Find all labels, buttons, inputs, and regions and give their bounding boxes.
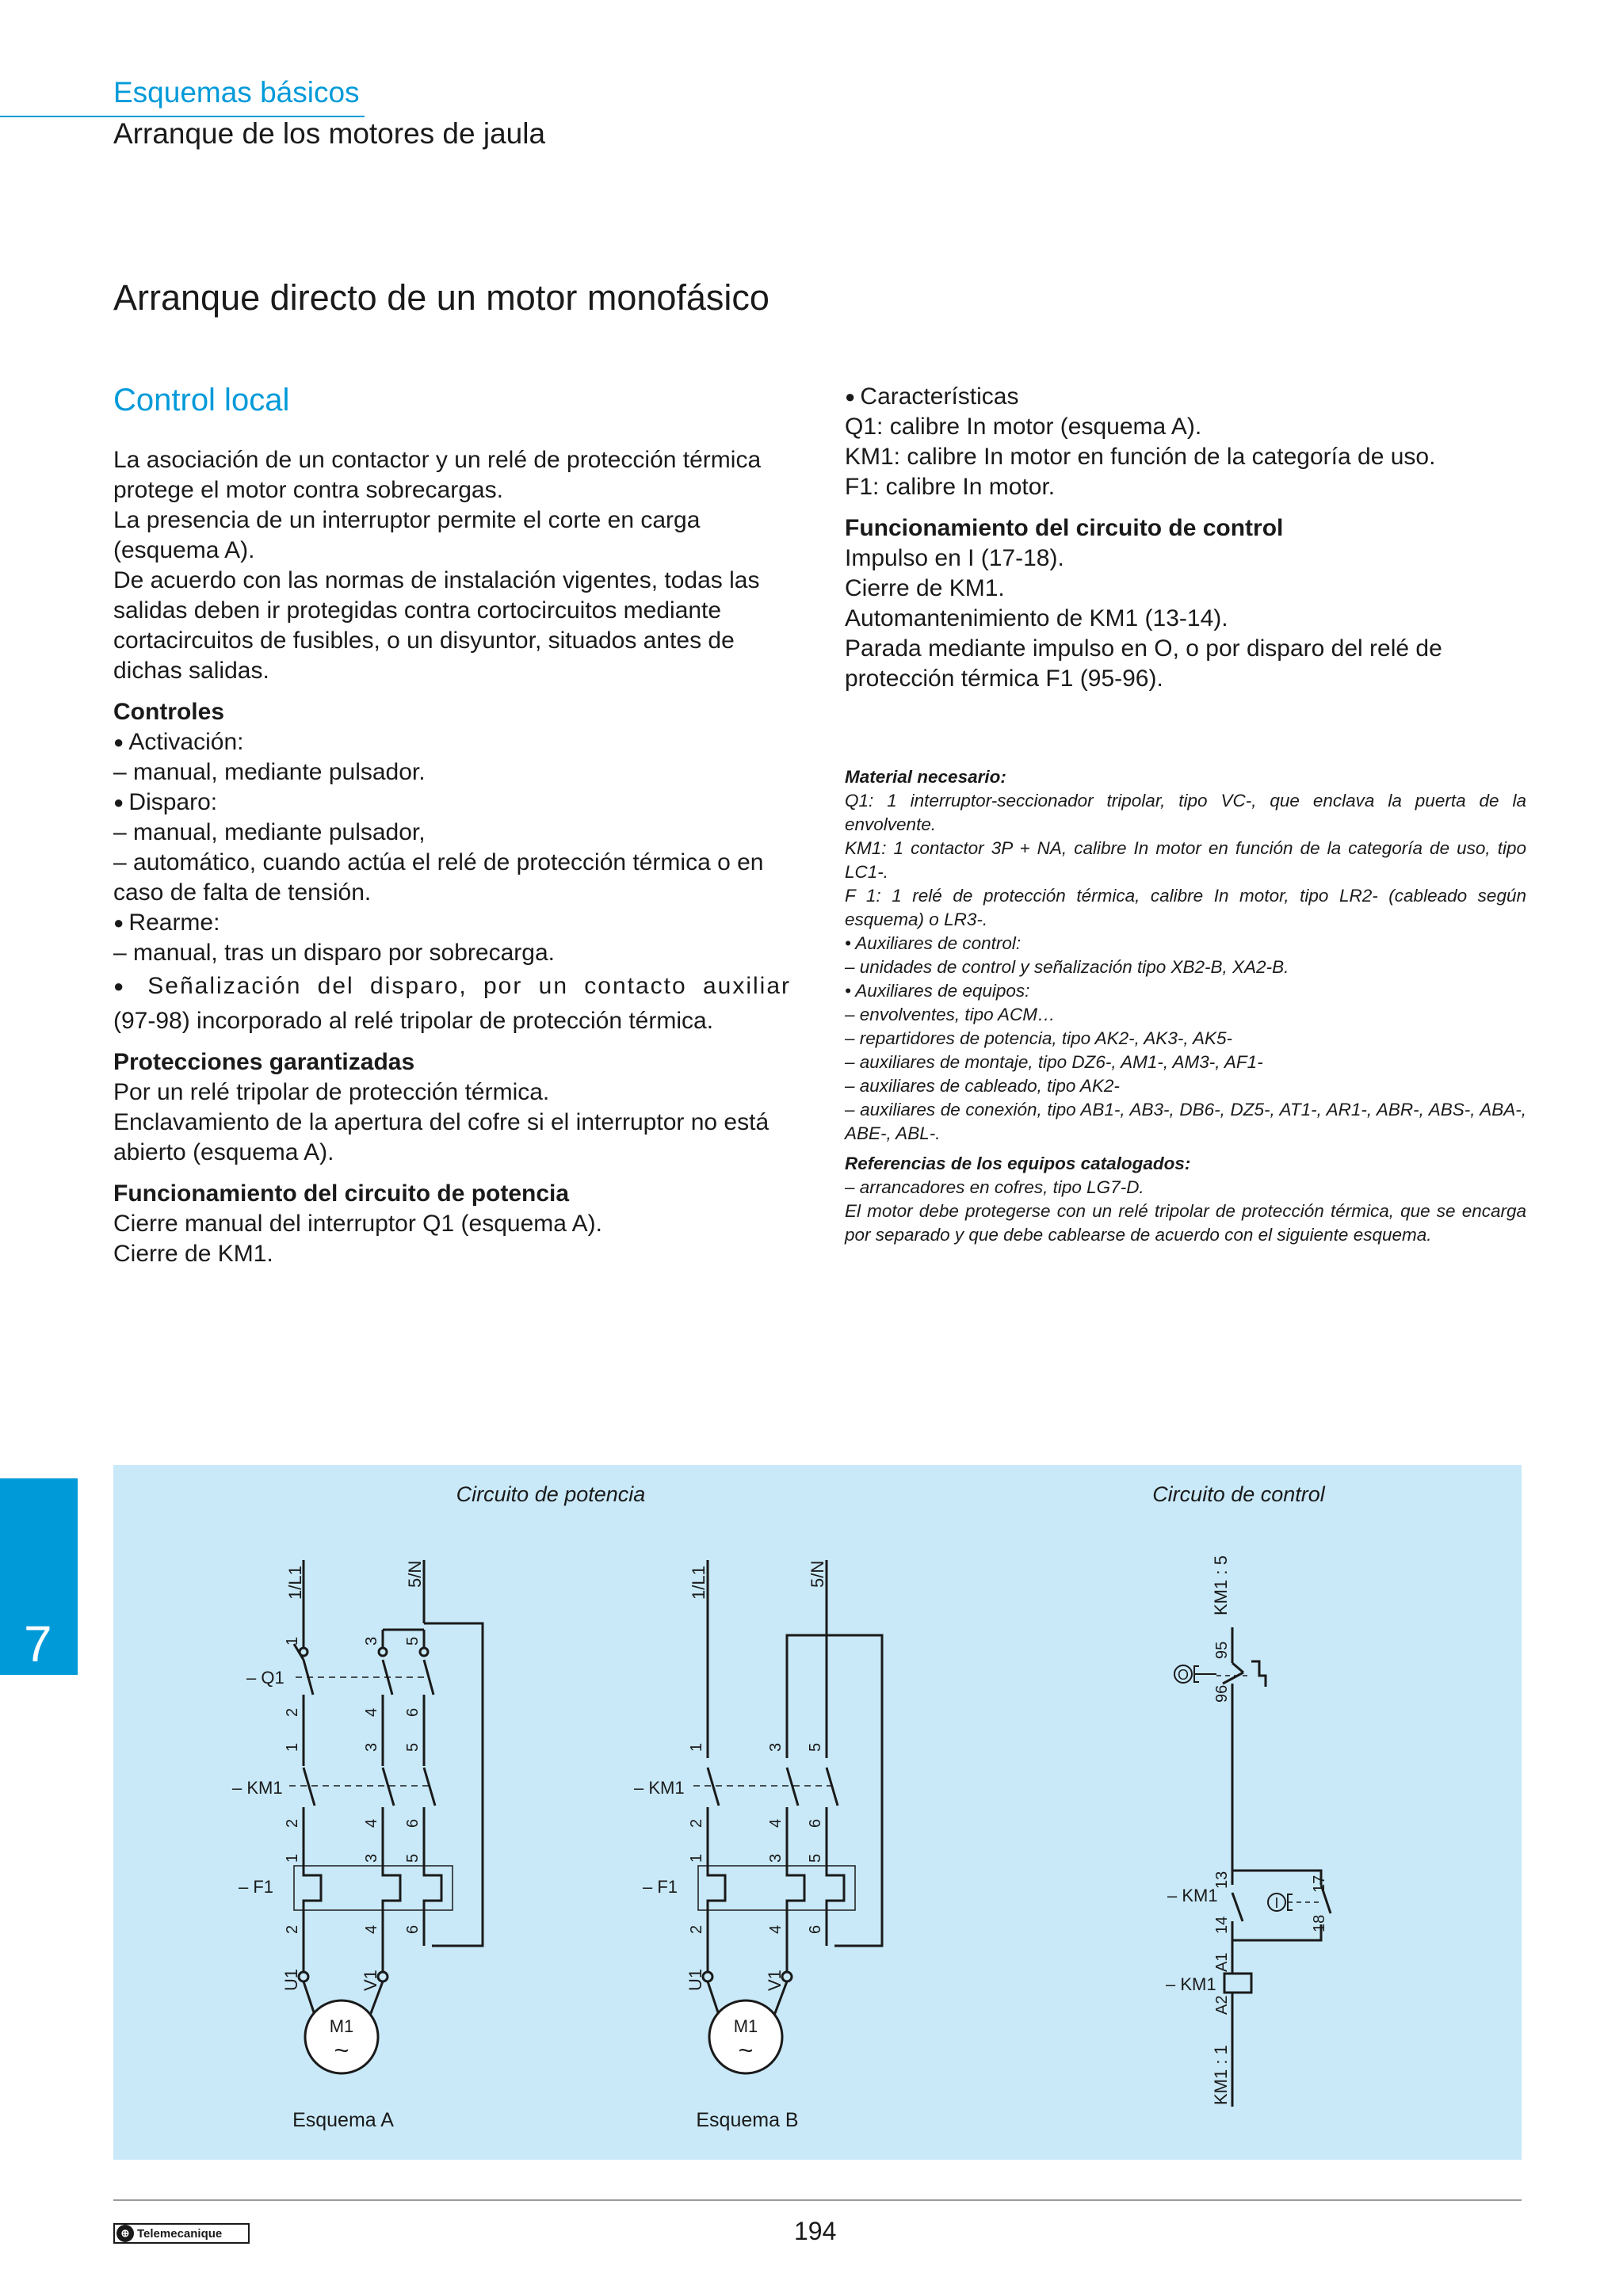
label-l1: 1/L1 (285, 1566, 305, 1600)
potencia-line: Cierre de KM1. (113, 1241, 273, 1267)
control-heading: Funcionamiento del circuito de control (845, 515, 1284, 541)
terminal-6: 6 (404, 1924, 422, 1934)
label-f1: – F1 (239, 1877, 274, 1897)
caracteristicas-item: ● Características (845, 382, 1510, 412)
label-v1: V1 (765, 1970, 785, 1991)
right-column (845, 382, 1510, 694)
terminal-2: 2 (688, 1924, 705, 1934)
page-number: 194 (794, 2217, 837, 2245)
disparo-detail: – manual, mediante pulsador, (113, 819, 426, 845)
start-button-label: I (1274, 1895, 1279, 1911)
label-km1: – KM1 (232, 1778, 283, 1798)
coil-km1 (1224, 1974, 1251, 1993)
control-line: Automantenimiento de KM1 (13-14). (845, 605, 1228, 631)
chapter-tab (0, 1478, 78, 1675)
terminal-2: 2 (284, 1924, 301, 1934)
header-subtitle: Arranque de los motores de jaula (113, 117, 546, 150)
label-l1: 1/L1 (689, 1566, 708, 1600)
potencia-line: Cierre manual del interruptor Q1 (esquema A). (113, 1211, 602, 1237)
control-circuit-title: Circuito de control (1152, 1482, 1325, 1506)
control-line: Impulso en I (17-18). (845, 545, 1064, 571)
rearme-item: ● Rearme: (113, 908, 791, 938)
terminal-2: 2 (688, 1818, 705, 1828)
terminal-4: 4 (767, 1924, 785, 1934)
label-14: 14 (1213, 1916, 1231, 1934)
terminal-6: 6 (807, 1924, 824, 1934)
rearme-detail: – manual, tras un disparo por sobrecarga. (113, 940, 555, 966)
control-line: Cierre de KM1. (845, 575, 1005, 601)
terminal-6: 6 (807, 1818, 824, 1828)
aux-equipos-item: – auxiliares de cableado, tipo AK2- (845, 1076, 1120, 1096)
senalizacion-item: ● Señalización del disparo, por un contacto auxiliar (113, 971, 791, 1001)
material-f1: F 1: 1 relé de protección térmica, calibre In motor, tipo LR2- (cableado según esquema) o LR3-. (845, 886, 1526, 929)
terminal-3: 3 (767, 1742, 785, 1752)
terminal-4: 4 (363, 1818, 380, 1828)
terminal-3: 3 (363, 1636, 380, 1646)
label-a2: A2 (1213, 1995, 1231, 2015)
terminal-1: 1 (688, 1853, 705, 1863)
brand-logo (113, 2223, 250, 2244)
motor-symbol: ~ (738, 2036, 754, 2065)
label-f1: – F1 (643, 1877, 678, 1897)
referencias-heading: Referencias de los equipos catalogados: (845, 1154, 1191, 1173)
potencia-heading: Funcionamiento del circuito de potencia (113, 1180, 570, 1207)
brand-name: Telemecanique (137, 2226, 223, 2241)
brand-mark-icon: ⊕ (116, 2225, 134, 2242)
intro-paragraph: La asociación de un contactor y un relé de protección térmica protege el motor contra sobrecargas. (113, 447, 762, 503)
motor-label: M1 (733, 2016, 758, 2036)
protecciones-line: Por un relé tripolar de protección térmica. (113, 1079, 550, 1105)
terminal-5: 5 (404, 1853, 422, 1863)
label-n: 5/N (808, 1560, 827, 1588)
control-line: Parada mediante impulso en O, o por disparo del relé de protección térmica F1 (95-96). (845, 635, 1442, 692)
protecciones-heading: Protecciones garantizadas (113, 1049, 415, 1075)
aux-equipos-item: – repartidores de potencia, tipo AK2-, AK3-, AK5- (845, 1028, 1233, 1048)
terminal-4: 4 (363, 1707, 380, 1717)
stop-button-label: O (1177, 1667, 1190, 1683)
material-heading: Material necesario: (845, 767, 1006, 787)
caracteristicas-f1: F1: calibre In motor. (845, 474, 1056, 500)
terminal-1: 1 (688, 1742, 705, 1752)
terminal-4: 4 (767, 1818, 785, 1828)
caption-a: Esquema A (292, 2109, 394, 2131)
caracteristicas-q1: Q1: calibre In motor (esquema A). (845, 414, 1202, 440)
esquema-b (634, 1560, 882, 2131)
label-a1: A1 (1213, 1952, 1231, 1972)
diagram-panel (113, 1465, 1522, 2160)
label-13: 13 (1213, 1871, 1231, 1889)
terminal-6: 6 (404, 1707, 422, 1717)
label-96: 96 (1213, 1684, 1231, 1703)
label-km1: – KM1 (1167, 1886, 1218, 1905)
terminal-3: 3 (363, 1742, 380, 1752)
controles-heading: Controles (113, 699, 225, 725)
referencias-item: – arrancadores en cofres, tipo LG7-D. (845, 1177, 1144, 1197)
aux-control-item: – unidades de control y señalización tipo XB2-B, XA2-B. (845, 957, 1289, 977)
caracteristicas-km1: KM1: calibre In motor en función de la categoría de uso. (845, 444, 1436, 470)
intro-paragraph: La presencia de un interruptor permite el corte en carga (esquema A). (113, 507, 701, 563)
label-km1-5: KM1 : 5 (1211, 1555, 1231, 1615)
terminal-5: 5 (807, 1853, 824, 1863)
terminal-2: 2 (284, 1707, 301, 1717)
protecciones-line: Enclavamiento de la apertura del cofre si el interruptor no está abierto (esquema A). (113, 1109, 769, 1165)
label-u1: U1 (281, 1968, 301, 1991)
terminal-1: 1 (284, 1636, 301, 1646)
caption-b: Esquema B (696, 2109, 799, 2131)
control-circuit (1166, 1555, 1331, 2107)
activacion-item: ● Activación: (113, 727, 791, 757)
left-column (113, 380, 791, 1269)
label-km1: – KM1 (634, 1778, 685, 1798)
page-title: Arranque directo de un motor monofásico (113, 277, 769, 318)
terminal-5: 5 (404, 1742, 422, 1752)
disparo-detail: – automático, cuando actúa el relé de protección térmica o en caso de falta de tensión. (113, 849, 764, 906)
circuit-diagrams (113, 1465, 1522, 2160)
disparo-item: ● Disparo: (113, 788, 791, 818)
material-block (845, 762, 1526, 1247)
terminal-3: 3 (363, 1853, 380, 1863)
material-km1: KM1: 1 contactor 3P + NA, calibre In motor en función de la categoría de uso, tipo LC1-. (845, 838, 1526, 882)
aux-equipos-item: – auxiliares de montaje, tipo DZ6-, AM1-, AM3-, AF1- (845, 1052, 1263, 1072)
intro-paragraph: De acuerdo con las normas de instalación vigentes, todas las salidas deben ir protegidas contra cortocircuitos mediante cortacircuitos de fusibles, o un disyuntor, situados antes de dichas salidas. (113, 567, 760, 684)
aux-equipos-item: – envolventes, tipo ACM… (845, 1005, 1056, 1024)
material-q1: Q1: 1 interruptor-seccionador tripolar, tipo VC-, que enclava la puerta de la envolvente. (845, 791, 1526, 834)
chapter-number: 7 (24, 1615, 52, 1672)
terminal-4: 4 (363, 1924, 380, 1934)
label-q1: – Q1 (246, 1668, 285, 1688)
header-section: Esquemas básicos (113, 76, 360, 109)
motor-label: M1 (329, 2016, 354, 2036)
esquema-a (232, 1560, 483, 2131)
label-km1-coil: – KM1 (1166, 1974, 1216, 1994)
terminal-5: 5 (404, 1636, 422, 1646)
terminal-5: 5 (807, 1742, 824, 1752)
aux-equipos-heading: • Auxiliares de equipos: (845, 981, 1030, 1001)
terminal-3: 3 (767, 1853, 785, 1863)
label-18: 18 (1311, 1914, 1328, 1932)
terminal-1: 1 (284, 1742, 301, 1752)
senalizacion-detail: (97-98) incorporado al relé tripolar de protección térmica. (113, 1008, 714, 1034)
aux-equipos-item: – auxiliares de conexión, tipo AB1-, AB3-, DB6-, DZ5-, AT1-, AR1-, ABR-, ABS-, ABA-, ABE-, ABL-. (845, 1100, 1526, 1143)
motor-symbol: ~ (334, 2036, 349, 2065)
label-u1: U1 (685, 1968, 705, 1991)
terminal-6: 6 (404, 1818, 422, 1828)
activacion-detail: – manual, mediante pulsador. (113, 759, 426, 785)
label-v1: V1 (361, 1970, 380, 1991)
terminal-2: 2 (284, 1818, 301, 1828)
aux-control-heading: • Auxiliares de control: (845, 933, 1022, 953)
footer-rule (113, 2199, 1522, 2201)
terminal-1: 1 (284, 1853, 301, 1863)
control-local-heading: Control local (113, 383, 290, 418)
label-n: 5/N (405, 1560, 425, 1588)
label-km1-1: KM1 : 1 (1211, 2045, 1231, 2105)
label-17: 17 (1311, 1875, 1328, 1893)
power-circuit-title: Circuito de potencia (456, 1482, 646, 1506)
label-95: 95 (1213, 1641, 1231, 1659)
referencias-note: El motor debe protegerse con un relé tripolar de protección térmica, que se encarga por separado y que debe cablearse de acuerdo con el siguiente esquema. (845, 1201, 1526, 1245)
